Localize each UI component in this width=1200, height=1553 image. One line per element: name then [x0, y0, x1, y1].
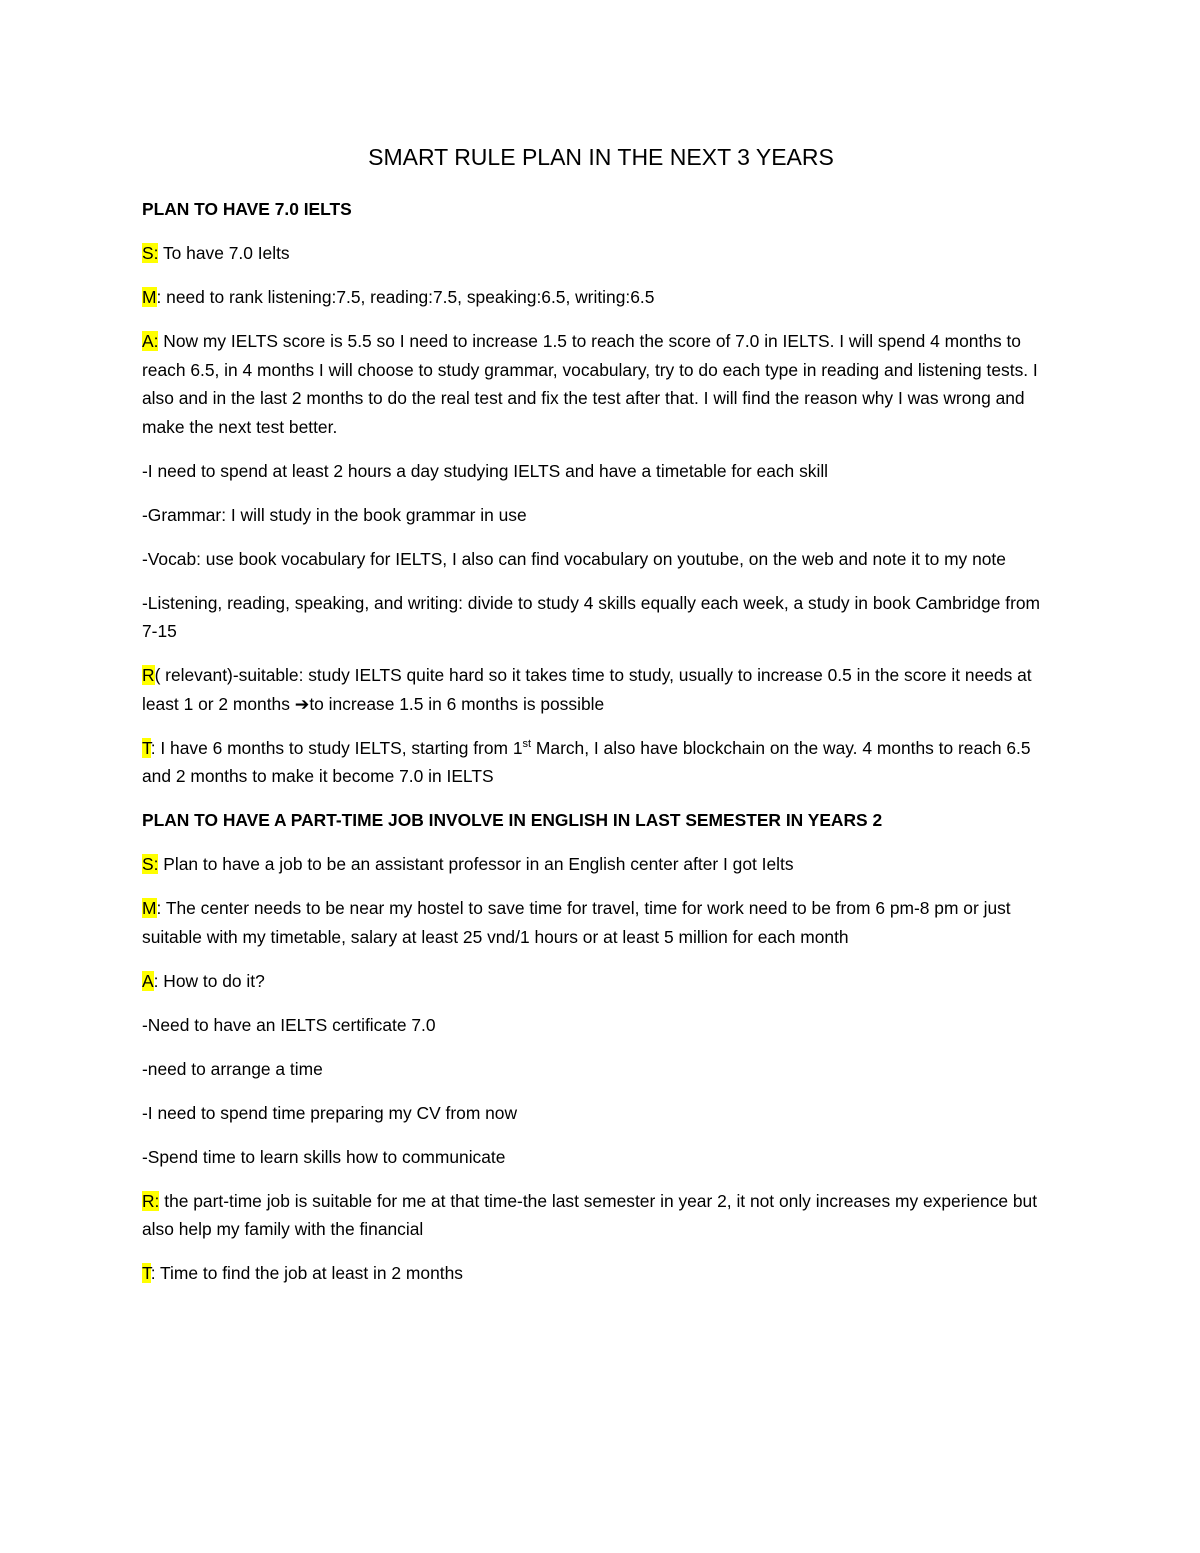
plan2-t-text: : Time to find the job at least in 2 months: [150, 1263, 463, 1283]
plan1-a-label: A:: [142, 331, 159, 351]
plan1-t-label: T: [142, 737, 151, 758]
plan2-m-label: M: [142, 898, 157, 918]
plan2-a-label: A: [142, 970, 154, 991]
plan1-r-text-after: to increase 1.5 in 6 months is possible: [309, 693, 605, 714]
plan1-relevant: [142, 661, 1060, 718]
plan1-achievable: [142, 327, 1060, 441]
plan1-s-text: To have 7.0 Ielts: [158, 243, 290, 263]
plan1-bullet-2: -Grammar: I will study in the book grammar in use: [142, 504, 527, 525]
plan2-a-text: : How to do it?: [153, 970, 265, 991]
document-body: [142, 142, 1060, 1303]
plan2-timebound: [142, 1259, 1060, 1288]
plan1-timebound: [142, 734, 1060, 791]
plan1-s-label: S:: [142, 243, 159, 263]
plan2-r-text: the part-time job is suitable for me at that time-the last semester in year 2, it not only increases my experience but also help my family with the financial: [142, 1190, 1038, 1239]
plan1-m-text: : need to rank listening:7.5, reading:7.5, speaking:6.5, writing:6.5: [156, 287, 655, 307]
plan2-relevant: [142, 1187, 1060, 1244]
plan1-a-text: Now my IELTS score is 5.5 so I need to increase 1.5 to reach the score of 7.0 in IELTS. I will spend 4 months to reach 6.5, in 4 months I will choose to study grammar, vocabulary, try to do each type in reading and listening tests. I also and in the last 2 months to do the real test and fix the test after that. I will find the reason why I was wrong and make the next test better.: [142, 331, 1038, 437]
plan1-heading: PLAN TO HAVE 7.0 IELTS: [142, 199, 352, 219]
plan2-s-text: Plan to have a job to be an assistant professor in an English center after I got Ielts: [158, 854, 794, 874]
plan2-achievable: [142, 967, 1060, 996]
plan2-s-label: S:: [142, 854, 159, 874]
plan1-bullet-4: -Listening, reading, speaking, and writing: divide to study 4 skills equally each week, a study in book Cambridge from 7-15: [142, 592, 1041, 641]
plan1-t-superscript: st: [522, 737, 532, 750]
plan1-specific: [142, 239, 1060, 268]
plan1-bullet-3: -Vocab: use book vocabulary for IELTS, I also can find vocabulary on youtube, on the web and note it to my note: [142, 548, 1006, 569]
plan2-m-text: : The center needs to be near my hostel to save time for travel, time for work need to be from 6 pm-8 pm or just suitable with my timetable, salary at least 25 vnd/1 hours or at least 5 million for each month: [142, 898, 1011, 947]
plan1-r-text-before: ( relevant)-suitable: study IELTS quite hard so it takes time to study, usually to increase 0.5 in the score it needs at least 1 or 2 months: [142, 665, 1032, 714]
plan2-heading: PLAN TO HAVE A PART-TIME JOB INVOLVE IN ENGLISH IN LAST SEMESTER IN YEARS 2: [142, 810, 883, 830]
document-title: SMART RULE PLAN IN THE NEXT 3 YEARS: [368, 144, 834, 170]
plan1-m-label: M: [142, 287, 157, 307]
plan2-bullet-2: -need to arrange a time: [142, 1058, 323, 1079]
plan2-bullet-1: -Need to have an IELTS certificate 7.0: [142, 1014, 436, 1035]
plan1-r-label: R: [142, 665, 155, 685]
plan1-bullet-1: -I need to spend at least 2 hours a day studying IELTS and have a timetable for each skill: [142, 460, 829, 481]
plan2-bullet-4: -Spend time to learn skills how to communicate: [142, 1146, 506, 1167]
plan1-t-text-after: March, I also have blockchain on the way. 4 months to reach 6.5 and 2 months to make it become 7.0 in IELTS: [142, 737, 1031, 786]
plan2-specific: [142, 850, 1060, 879]
plan2-bullet-3: -I need to spend time preparing my CV from now: [142, 1102, 518, 1123]
plan2-measurable: [142, 894, 1060, 951]
plan1-t-text-before: : I have 6 months to study IELTS, starting from 1: [150, 737, 523, 758]
plan1-measurable: [142, 283, 1060, 312]
plan2-r-label: R:: [142, 1190, 160, 1211]
plan2-t-label: T: [142, 1263, 151, 1283]
arrow-right-icon: ➔: [294, 693, 310, 714]
